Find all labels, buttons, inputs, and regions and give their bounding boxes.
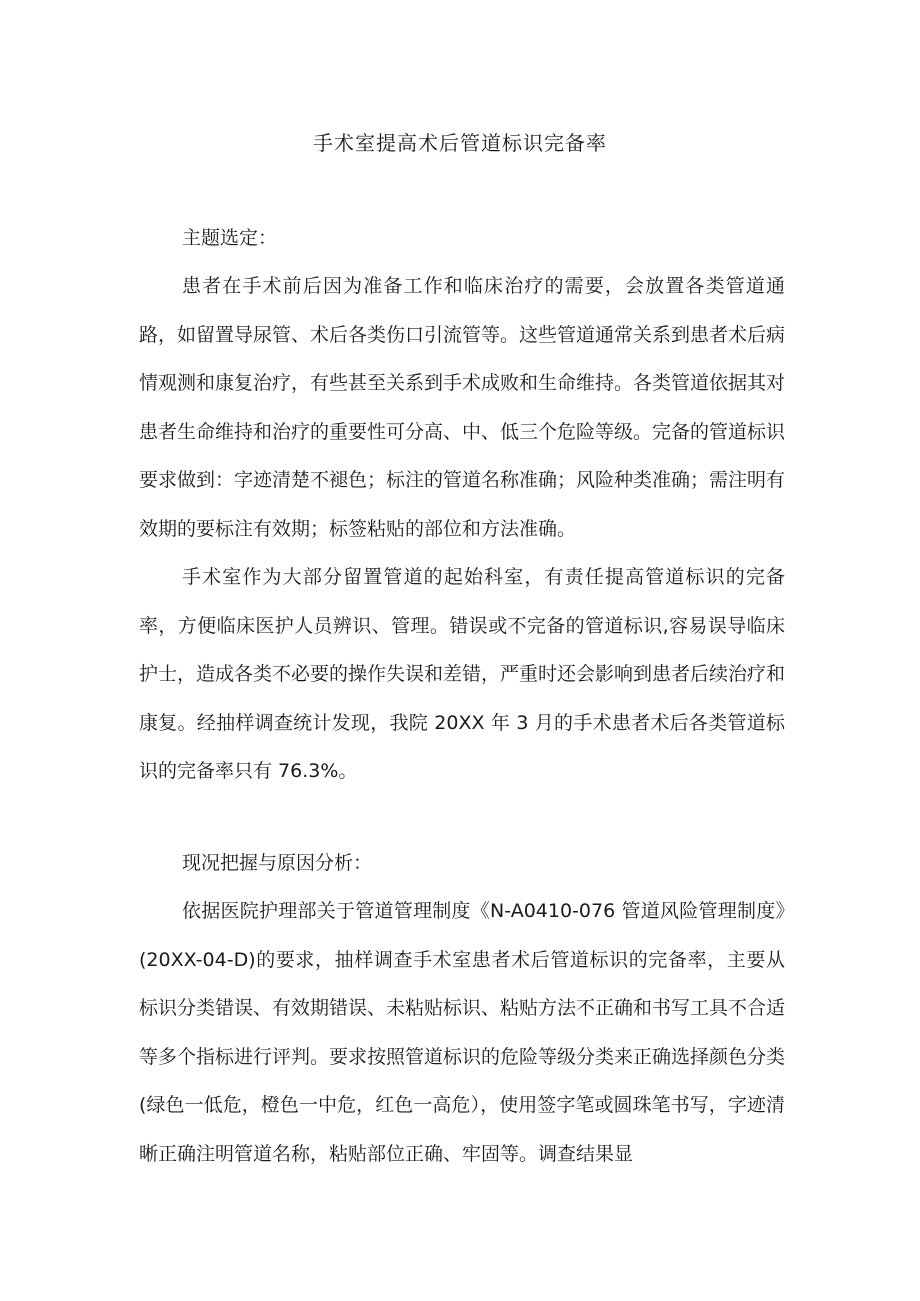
paragraph-topic-background: 患者在手术前后因为准备工作和临床治疗的需要，会放置各类管道通路，如留置导尿管、术后各类伤口引流管等。这些管道通常关系到患者术后病情观测和康复治疗，有些甚至关系到手术成败和生命维持。各类管道依据其对患者生命维持和治疗的重要性可分高、中、低三个危险等级。完备的管道标识要求做到：字迹清楚不褪色；标注的管道名称准确；风险种类准确；需注明有效期的要标注有效期；标签粘贴的部位和方法准确。 <box>139 275 786 540</box>
paragraph-status-analysis: 依据医院护理部关于管道管理制度《N-A0410-076 管道风险管理制度》(20XX-04-D)的要求，抽样调查手术室患者术后管道标识的完备率，主要从标识分类错误、有效期错误、未粘贴标识、粘贴方法不正确和书写工具不合适等多个指标进行评判。要求按照管道标识的危险等级分类来正确选择颜色分类(绿色一低危，橙色一中危，红色一高危），使用签字笔或圆珠笔书写，字迹清晰正确注明管道名称，粘贴部位正确、牢固等。调查结果显 <box>139 900 786 1165</box>
paragraph-topic-motivation: 手术室作为大部分留置管道的起始科室，有责任提高管道标识的完备率，方便临床医护人员辨识、管理。错误或不完备的管道标识,容易误导临床护士，造成各类不必要的操作失误和差错，严重时还会影响到患者后续治疗和康复。经抽样调查统计发现，我院 20XX 年 3 月的手术患者术后各类管道标识的完备率只有 76.3%。 <box>139 566 786 782</box>
section-heading-status-analysis: 现况把握与原因分析： <box>182 852 373 874</box>
document-title: 手术室提高术后管道标识完备率 <box>313 131 607 155</box>
section-heading-topic-selection: 主题选定： <box>182 227 278 249</box>
